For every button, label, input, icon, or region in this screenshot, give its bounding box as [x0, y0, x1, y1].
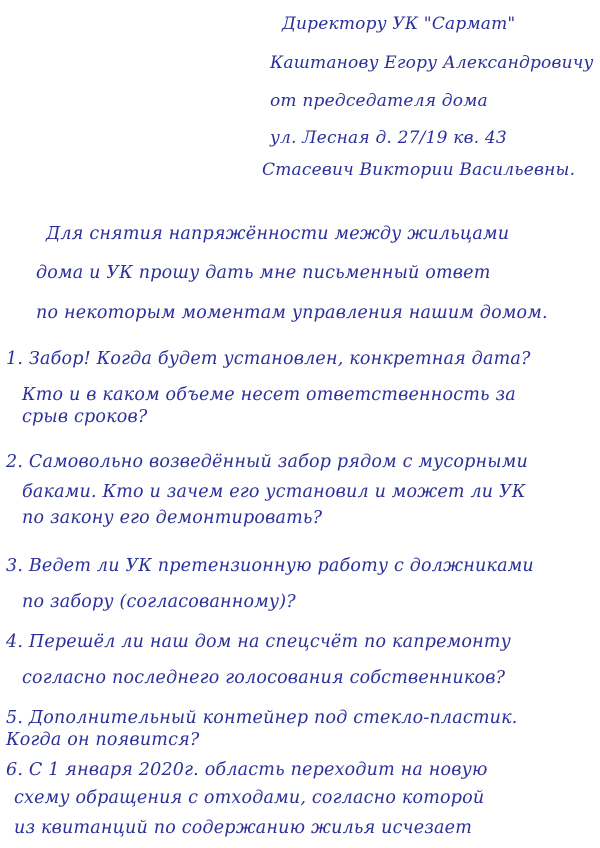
item-2-line-1: 2. Самовольно возведённый забор рядом с мусорными [6, 452, 528, 472]
item-6-line-3: из квитанций по содержанию жилья исчезает [14, 818, 473, 838]
item-3-line-1: 3. Ведет ли УК претензионную работу с должниками [6, 556, 534, 576]
header-line-sender-name: Стасевич Виктории Васильевны. [262, 160, 576, 180]
item-5-line-1: 5. Дополнительный контейнер под стекло-пластик. [6, 708, 518, 728]
header-line-address: ул. Лесная д. 27/19 кв. 43 [270, 128, 507, 148]
header-line-from: от председателя дома [270, 91, 488, 111]
item-4-line-2: согласно последнего голосования собственников? [22, 668, 506, 688]
item-3-line-2: по забору (согласованному)? [22, 592, 296, 612]
intro-line-1: Для снятия напряжённости между жильцами [46, 224, 510, 244]
intro-line-3: по некоторым моментам управления нашим домом. [36, 303, 548, 323]
item-2-line-3: по закону его демонтировать? [22, 508, 323, 528]
item-6-line-2: схему обращения с отходами, согласно которой [14, 788, 485, 808]
header-line-addressee-name: Каштанову Егору Александровичу [270, 53, 594, 73]
intro-line-2: дома и УК прошу дать мне письменный ответ [36, 263, 491, 283]
item-5-line-2: Когда он появится? [6, 730, 200, 750]
item-2-line-2: баками. Кто и зачем его установил и может ли УК [22, 482, 526, 502]
item-1-line-3: срыв сроков? [22, 407, 148, 427]
item-1-line-2: Кто и в каком объеме несет ответственность за [22, 385, 516, 405]
item-6-line-1: 6. С 1 января 2020г. область переходит на новую [6, 760, 488, 780]
item-1-line-1: 1. Забор! Когда будет установлен, конкретная дата? [6, 349, 531, 369]
item-4-line-1: 4. Перешёл ли наш дом на спецсчёт по капремонту [6, 632, 512, 652]
header-line-addressee-title: Директору УК "Сармат" [282, 14, 516, 34]
